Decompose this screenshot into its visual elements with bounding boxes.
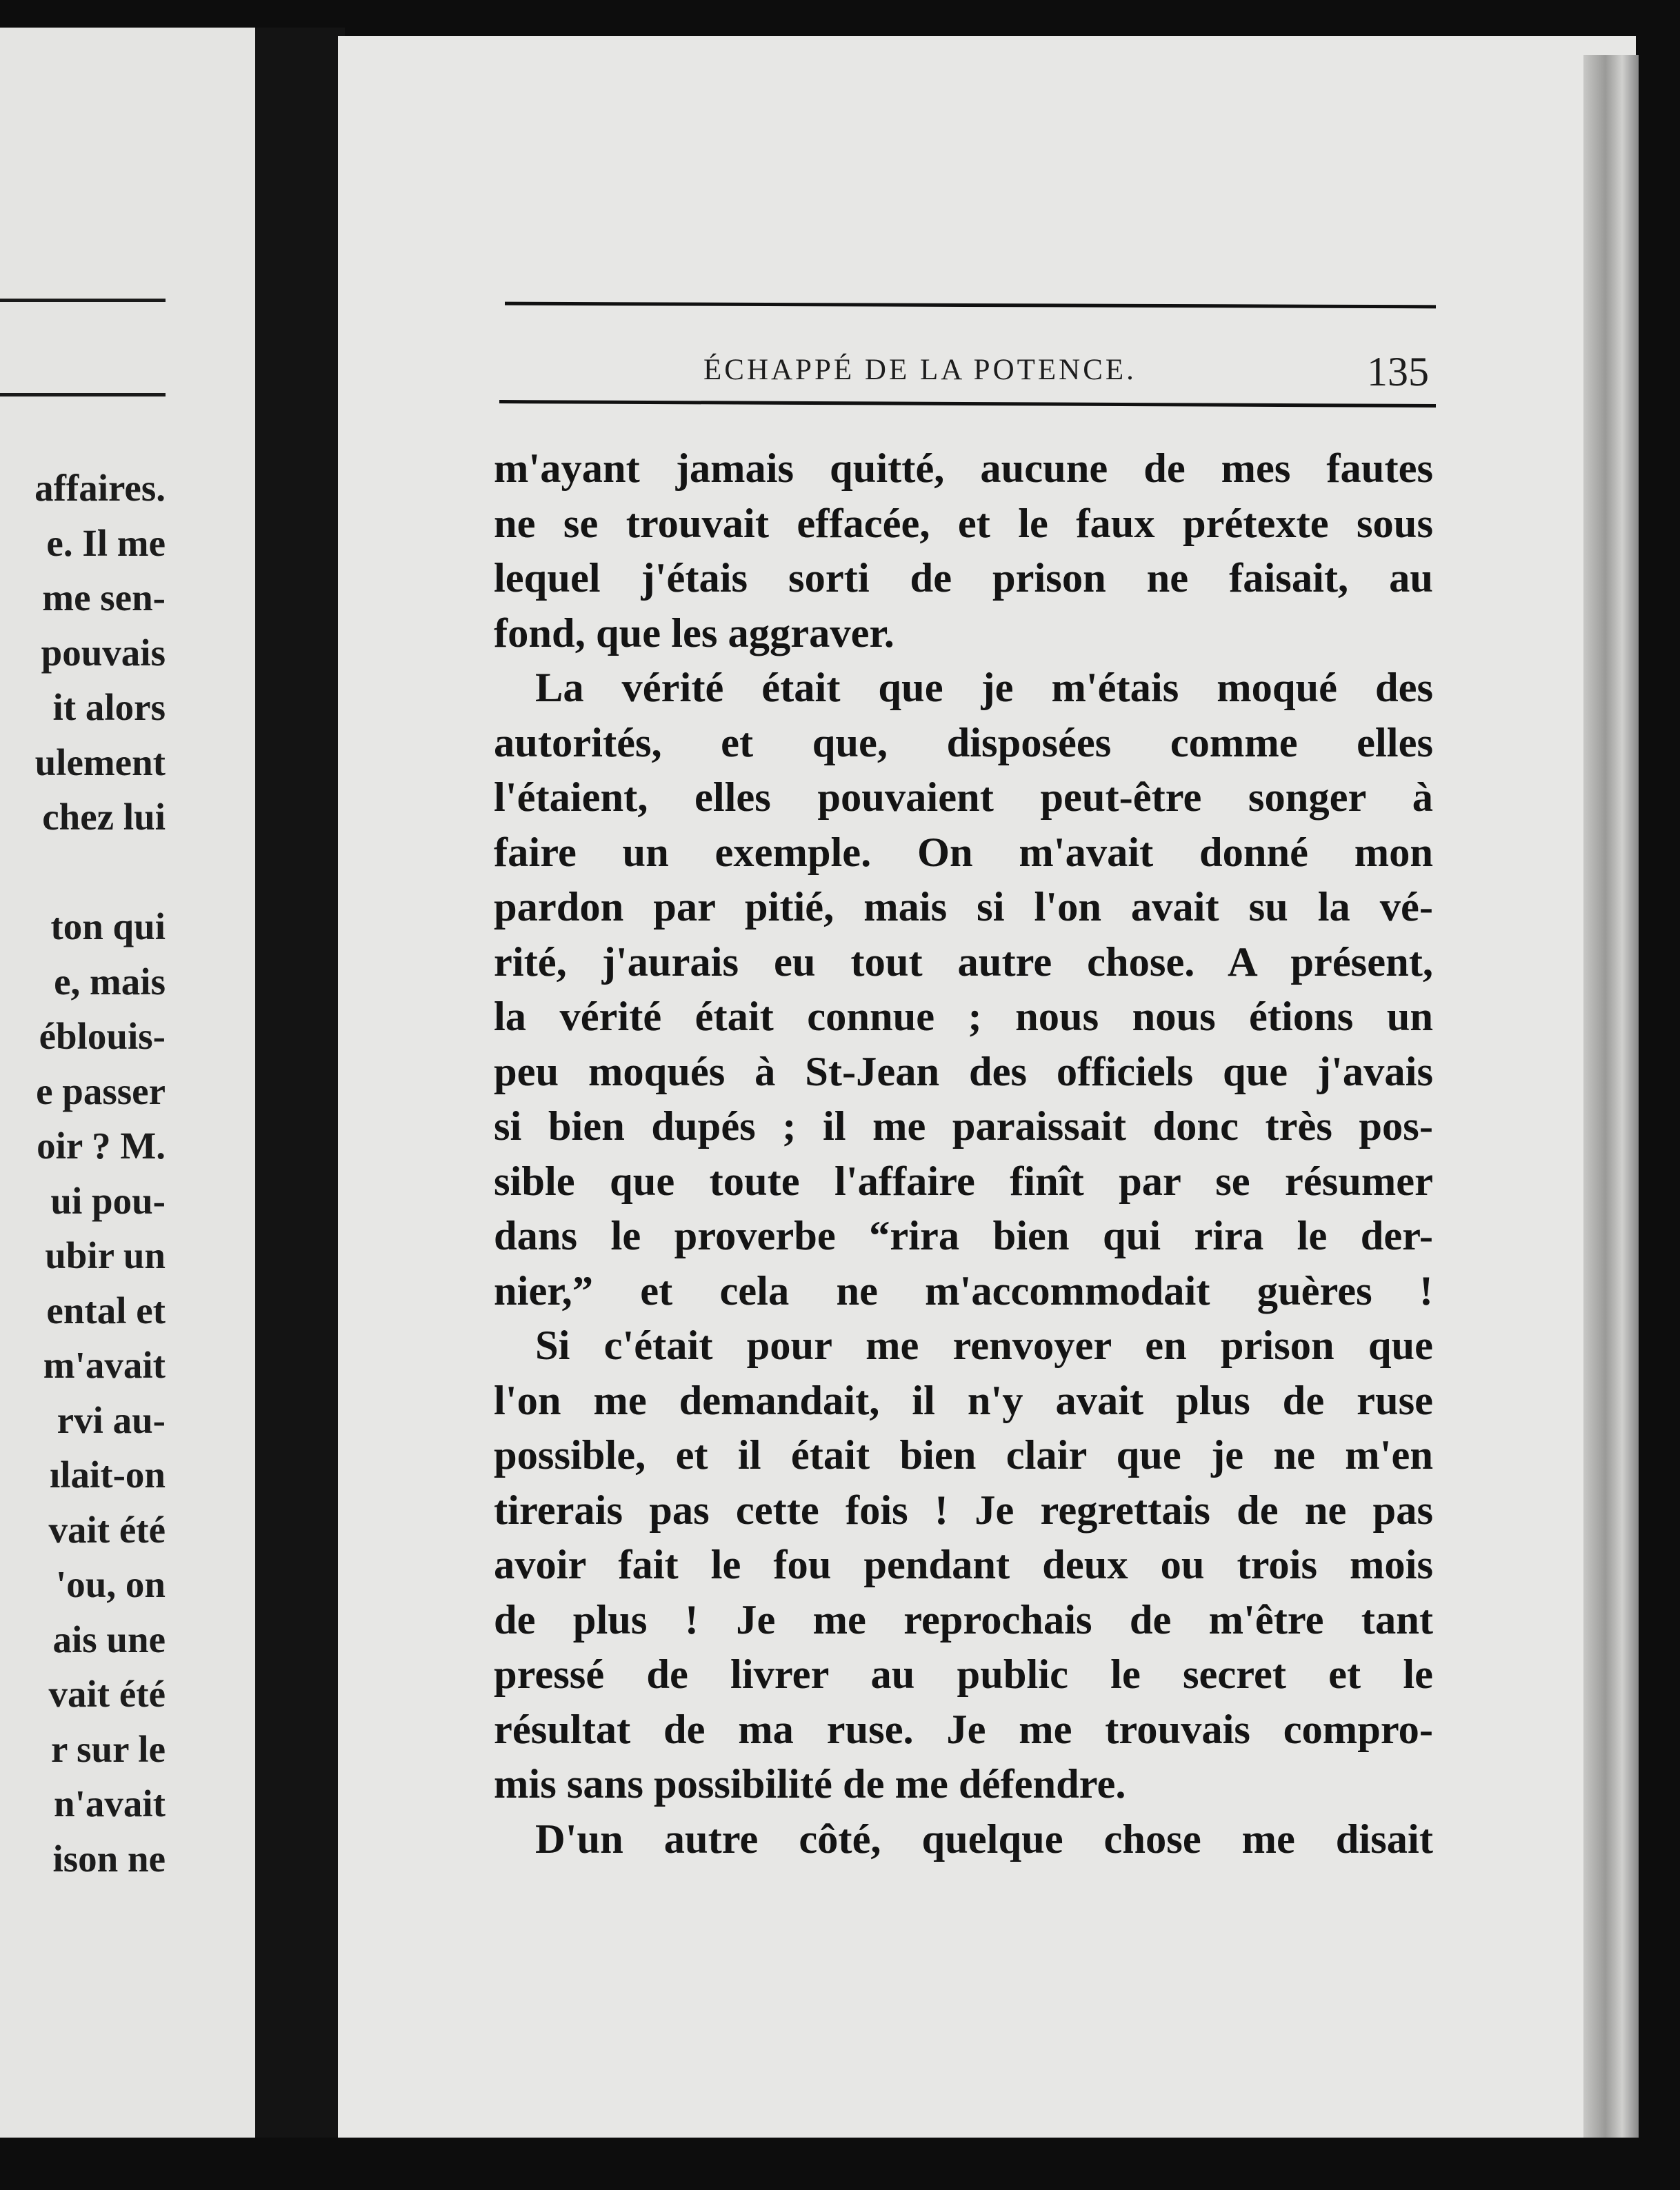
text-line: fond, que les aggraver. xyxy=(494,610,894,656)
text-line: La vérité était que je m'étais moqué des xyxy=(535,665,1433,711)
text-line: mis sans possibilité de me défendre. xyxy=(494,1761,1126,1807)
left-line: ulement xyxy=(34,741,166,783)
left-line: vait été xyxy=(48,1508,166,1551)
body-text xyxy=(494,441,1433,1867)
left-line: n'avait xyxy=(54,1782,166,1825)
left-line: it alors xyxy=(52,686,166,728)
left-line: e. Il me xyxy=(46,521,166,564)
left-line: ison ne xyxy=(52,1837,166,1880)
page-edge-stack xyxy=(1583,55,1639,2138)
text-line: résultat de ma ruse. Je me trouvais compro- xyxy=(494,1706,1433,1753)
left-line: chez lui xyxy=(42,796,166,838)
left-line: r sur le xyxy=(50,1727,166,1770)
text-line: si bien dupés ; il me paraissait donc très pos- xyxy=(494,1103,1433,1149)
left-line: m'avait xyxy=(43,1344,166,1386)
text-line: dans le proverbe “rira bien qui rira le der- xyxy=(494,1213,1433,1259)
left-page-header-rule xyxy=(0,393,166,396)
left-line: ui pou- xyxy=(50,1179,166,1222)
running-title: ÉCHAPPÉ DE LA POTENCE. xyxy=(703,354,1137,386)
book-gutter xyxy=(255,28,345,2138)
text-line: nier,” et cela ne m'accommodait guères ! xyxy=(494,1267,1433,1314)
text-line: tirerais pas cette fois ! Je regrettais de ne pas xyxy=(494,1487,1433,1534)
text-line: lequel j'étais sorti de prison ne faisait, au xyxy=(494,555,1433,601)
left-line: e passer xyxy=(36,1069,166,1112)
left-line: ılait-on xyxy=(49,1454,166,1496)
text-line: de plus ! Je me reprochais de m'être tant xyxy=(494,1596,1433,1643)
text-line: m'ayant jamais quitté, aucune de mes fautes xyxy=(494,445,1433,492)
left-line: ais une xyxy=(52,1618,166,1660)
text-line: possible, et il était bien clair que je ne m'en xyxy=(494,1432,1433,1478)
left-line: rvi au- xyxy=(57,1398,166,1441)
text-line: l'étaient, elles pouvaient peut-être songer à xyxy=(494,774,1433,821)
left-line xyxy=(34,845,166,900)
page-number: 135 xyxy=(1367,349,1429,394)
text-line: pardon par pitié, mais si l'on avait su la vé- xyxy=(494,884,1433,930)
left-page-text xyxy=(34,461,166,1886)
text-line: la vérité était connue ; nous nous étions un xyxy=(494,994,1433,1040)
left-line: ton qui xyxy=(50,905,166,947)
text-line: pressé de livrer au public le secret et le xyxy=(494,1651,1433,1698)
left-page-top-rule xyxy=(0,299,166,302)
left-line: 'ou, on xyxy=(56,1563,166,1605)
text-line: faire un exemple. On m'avait donné mon xyxy=(494,829,1433,876)
left-line: pouvais xyxy=(41,631,166,674)
left-line: me sen- xyxy=(42,576,166,619)
text-line: l'on me demandait, il n'y avait plus de ruse xyxy=(494,1377,1433,1424)
left-line: ubir un xyxy=(45,1234,166,1276)
text-line: rité, j'aurais eu tout autre chose. A présent, xyxy=(494,938,1433,985)
left-line: éblouis- xyxy=(39,1015,166,1057)
left-line: ental et xyxy=(46,1289,166,1332)
text-line: sible que toute l'affaire finît par se résumer xyxy=(494,1158,1433,1205)
text-line: peu moqués à St-Jean des officiels que j'avais xyxy=(494,1048,1433,1095)
text-line: avoir fait le fou pendant deux ou trois mois xyxy=(494,1542,1433,1588)
left-line: vait été xyxy=(48,1673,166,1715)
text-line: autorités, et que, disposées comme elles xyxy=(494,719,1433,766)
left-line: oir ? M. xyxy=(37,1125,166,1167)
left-line: e, mais xyxy=(54,960,166,1003)
text-line: ne se trouvait effacée, et le faux prétexte sous xyxy=(494,500,1433,547)
text-line: Si c'était pour me renvoyer en prison que xyxy=(535,1323,1433,1369)
left-line: affaires. xyxy=(34,467,166,509)
text-line: D'un autre côté, quelque chose me disait xyxy=(535,1816,1433,1862)
